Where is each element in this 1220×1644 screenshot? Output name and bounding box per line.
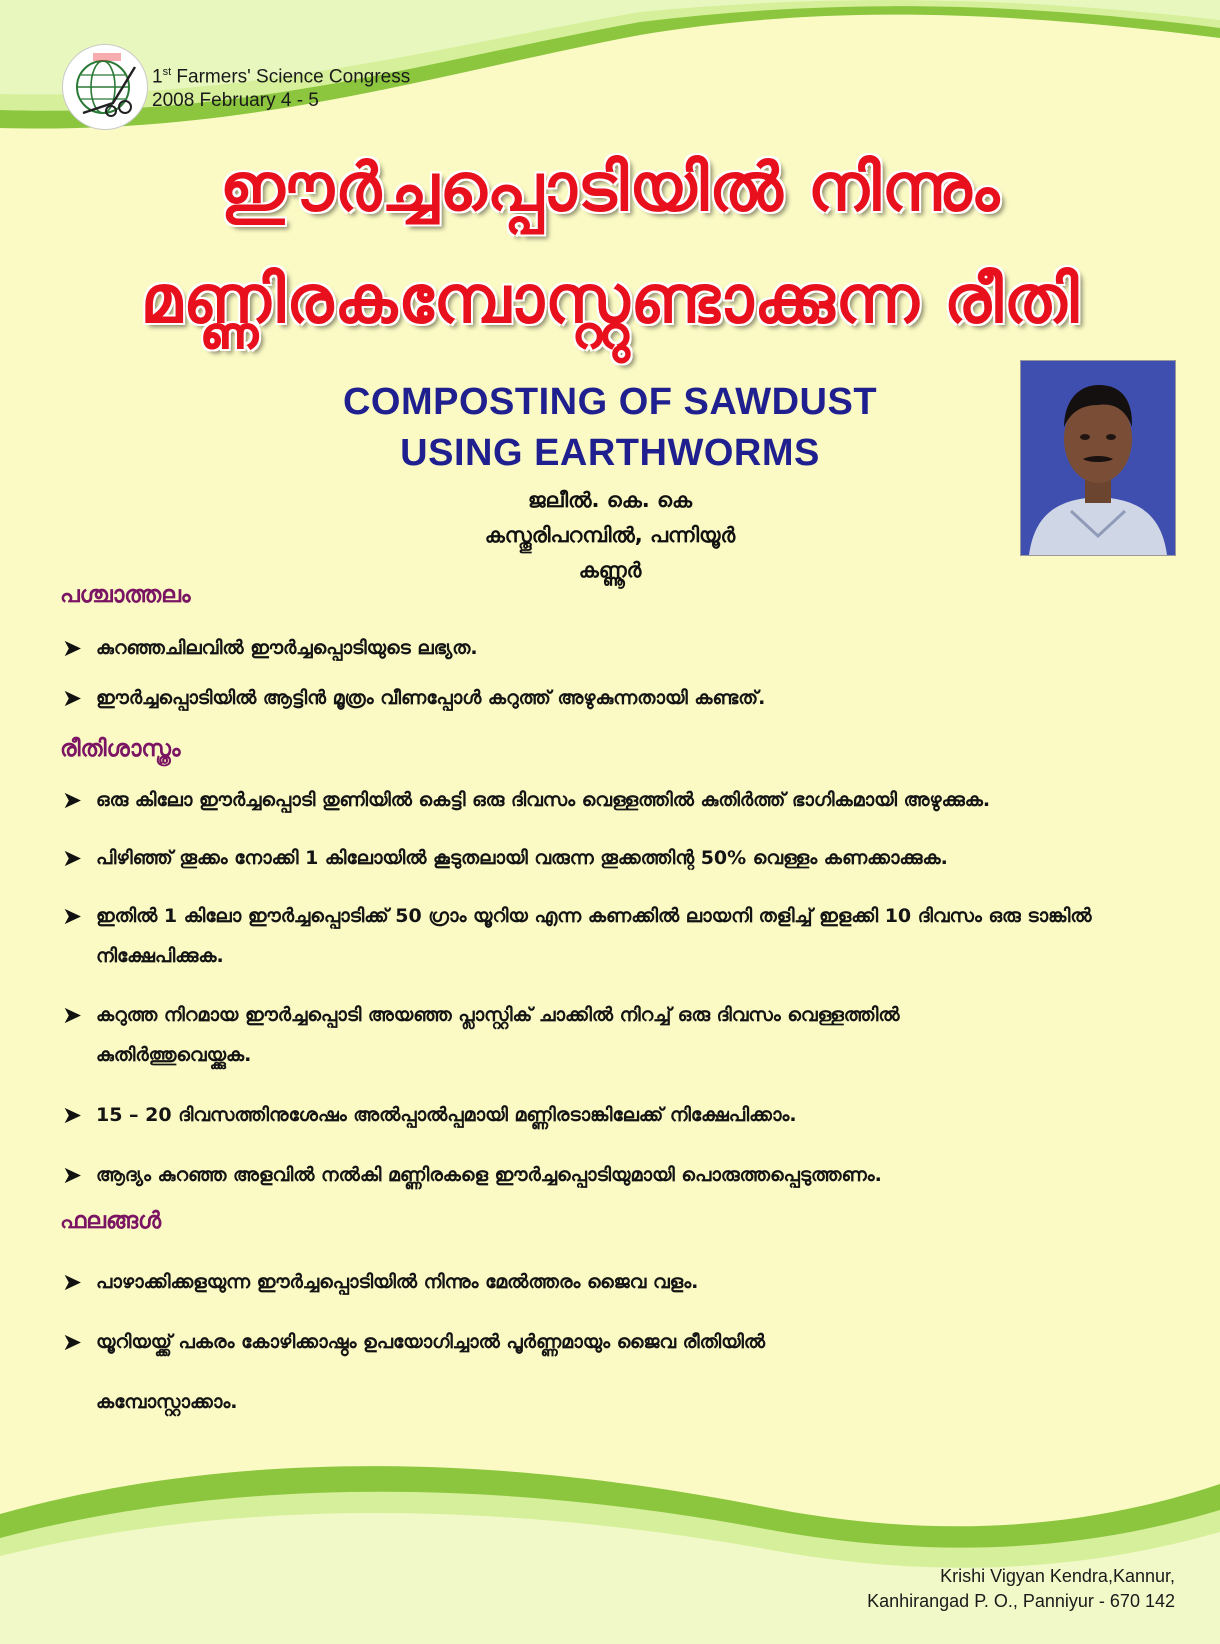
arrowhead-bullet-icon: ➤	[62, 786, 83, 814]
portrait-image	[1021, 361, 1175, 555]
section-heading-method: രീതിശാസ്ത്രം	[60, 736, 181, 762]
arrowhead-bullet-icon: ➤	[62, 1268, 83, 1296]
arrowhead-bullet-icon: ➤	[62, 902, 83, 930]
footer-line-1: Krishi Vigyan Kendra,Kannur,	[940, 1566, 1175, 1586]
arrowhead-bullet-icon: ➤	[62, 634, 83, 662]
list-item: ➤ കുറഞ്ഞചിലവിൽ ഈർച്ചപ്പൊടിയുടെ ലഭ്യത.	[62, 628, 1172, 668]
author-photo	[1020, 360, 1176, 556]
malayalam-title-line-2: മണ്ണിരകമ്പോസ്റ്റുണ്ടാക്കുന്ന രീതി	[140, 261, 1080, 338]
list-item: ➤ പാഴാക്കിക്കളയുന്ന ഈർച്ചപ്പൊടിയിൽ നിന്നും മേൽത്തരം ജൈവ വളം.	[62, 1262, 1172, 1302]
section-heading-background: പശ്ചാത്തലം	[60, 582, 191, 608]
footer-line-2: Kanhirangad P. O., Panniyur - 670 142	[867, 1591, 1175, 1611]
footer-address	[867, 1564, 1175, 1614]
list-item: ➤ ആദ്യം കുറഞ്ഞ അളവിൽ നൽകി മണ്ണിരകളെ ഈർച്ചപ്പൊടിയുമായി പൊരുത്തപ്പെടുത്തണം.	[62, 1155, 1172, 1195]
list-item: ➤ ഒരു കിലോ ഈർച്ചപ്പൊടി തുണിയിൽ കെട്ടി ഒരു ദിവസം വെള്ളത്തിൽ കുതിർത്ത് ഭാഗികമായി അഴുക്കുക.	[62, 780, 1172, 820]
arrowhead-bullet-icon: ➤	[62, 1161, 83, 1189]
arrowhead-bullet-icon: ➤	[62, 1101, 83, 1129]
author-address: കസ്തൂരിപറമ്പിൽ, പന്നിയൂർ	[484, 523, 736, 547]
arrowhead-bullet-icon: ➤	[62, 684, 83, 712]
arrowhead-bullet-icon: ➤	[62, 1001, 83, 1029]
congress-logo	[62, 44, 148, 130]
malayalam-title-line-1: ഈർച്ചപ്പൊടിയിൽ നിന്നും	[219, 149, 1001, 226]
list-item-continuation: കമ്പോസ്റ്റാക്കാം.	[96, 1391, 238, 1413]
author-place: കണ്ണൂർ	[578, 558, 642, 582]
author-name: ജലീൽ. കെ. കെ	[527, 488, 693, 512]
list-item: ➤ യൂറിയയ്ക്ക് പകരം കോഴിക്കാഷ്ഠം ഉപയോഗിച്ചാൽ പൂർണ്ണമായും ജൈവ രീതിയിൽ	[62, 1322, 1172, 1362]
english-title-line-1: COMPOSTING OF SAWDUST	[342, 381, 878, 423]
congress-title: 1st Farmers' Science Congress	[152, 66, 411, 88]
section-heading-results: ഫലങ്ങൾ	[60, 1208, 162, 1234]
list-item: ➤ പിഴിഞ്ഞ് തൂക്കം നോക്കി 1 കിലോയിൽ കൂടുതലായി വരുന്ന തൂക്കത്തിന്റ 50% വെള്ളം കണക്കാക്കുക.	[62, 838, 1172, 878]
arrowhead-bullet-icon: ➤	[62, 844, 83, 872]
arrowhead-bullet-icon: ➤	[62, 1328, 83, 1356]
list-item: ➤ കറുത്ത നിറമായ ഈർച്ചപ്പൊടി അയഞ്ഞ പ്ലാസ്റ്റിക് ചാക്കിൽ നിറച്ച് ഒരു ദിവസം വെള്ളത്തിൽ കുതിർത്തുവെയ്ക്കുക.	[62, 995, 1172, 1075]
english-title-line-2: USING EARTHWORMS	[400, 432, 820, 474]
globe-logo-icon	[63, 45, 147, 129]
congress-label	[152, 60, 410, 113]
list-item: ➤ ഇതിൽ 1 കിലോ ഈർച്ചപ്പൊടിക്ക് 50 ഗ്രാം യൂറിയ എന്ന കണക്കിൽ ലായനി തളിച്ച് ഇളക്കി 10 ദിവസം ഒരു ടാങ്കിൽ നിക്ഷേപിക്കുക.	[62, 896, 1172, 976]
congress-dates: 2008 February 4 - 5	[152, 90, 319, 112]
list-item: ➤ ഈർച്ചപ്പൊടിയിൽ ആട്ടിൻ മൂത്രം വീണപ്പോൾ കറുത്ത് അഴുകുന്നതായി കണ്ടത്.	[62, 678, 1172, 718]
list-item: ➤ 15 – 20 ദിവസത്തിനുശേഷം അൽപ്പാൽപ്പമായി മണ്ണിരടാങ്കിലേക്ക് നിക്ഷേപിക്കാം.	[62, 1095, 1172, 1135]
